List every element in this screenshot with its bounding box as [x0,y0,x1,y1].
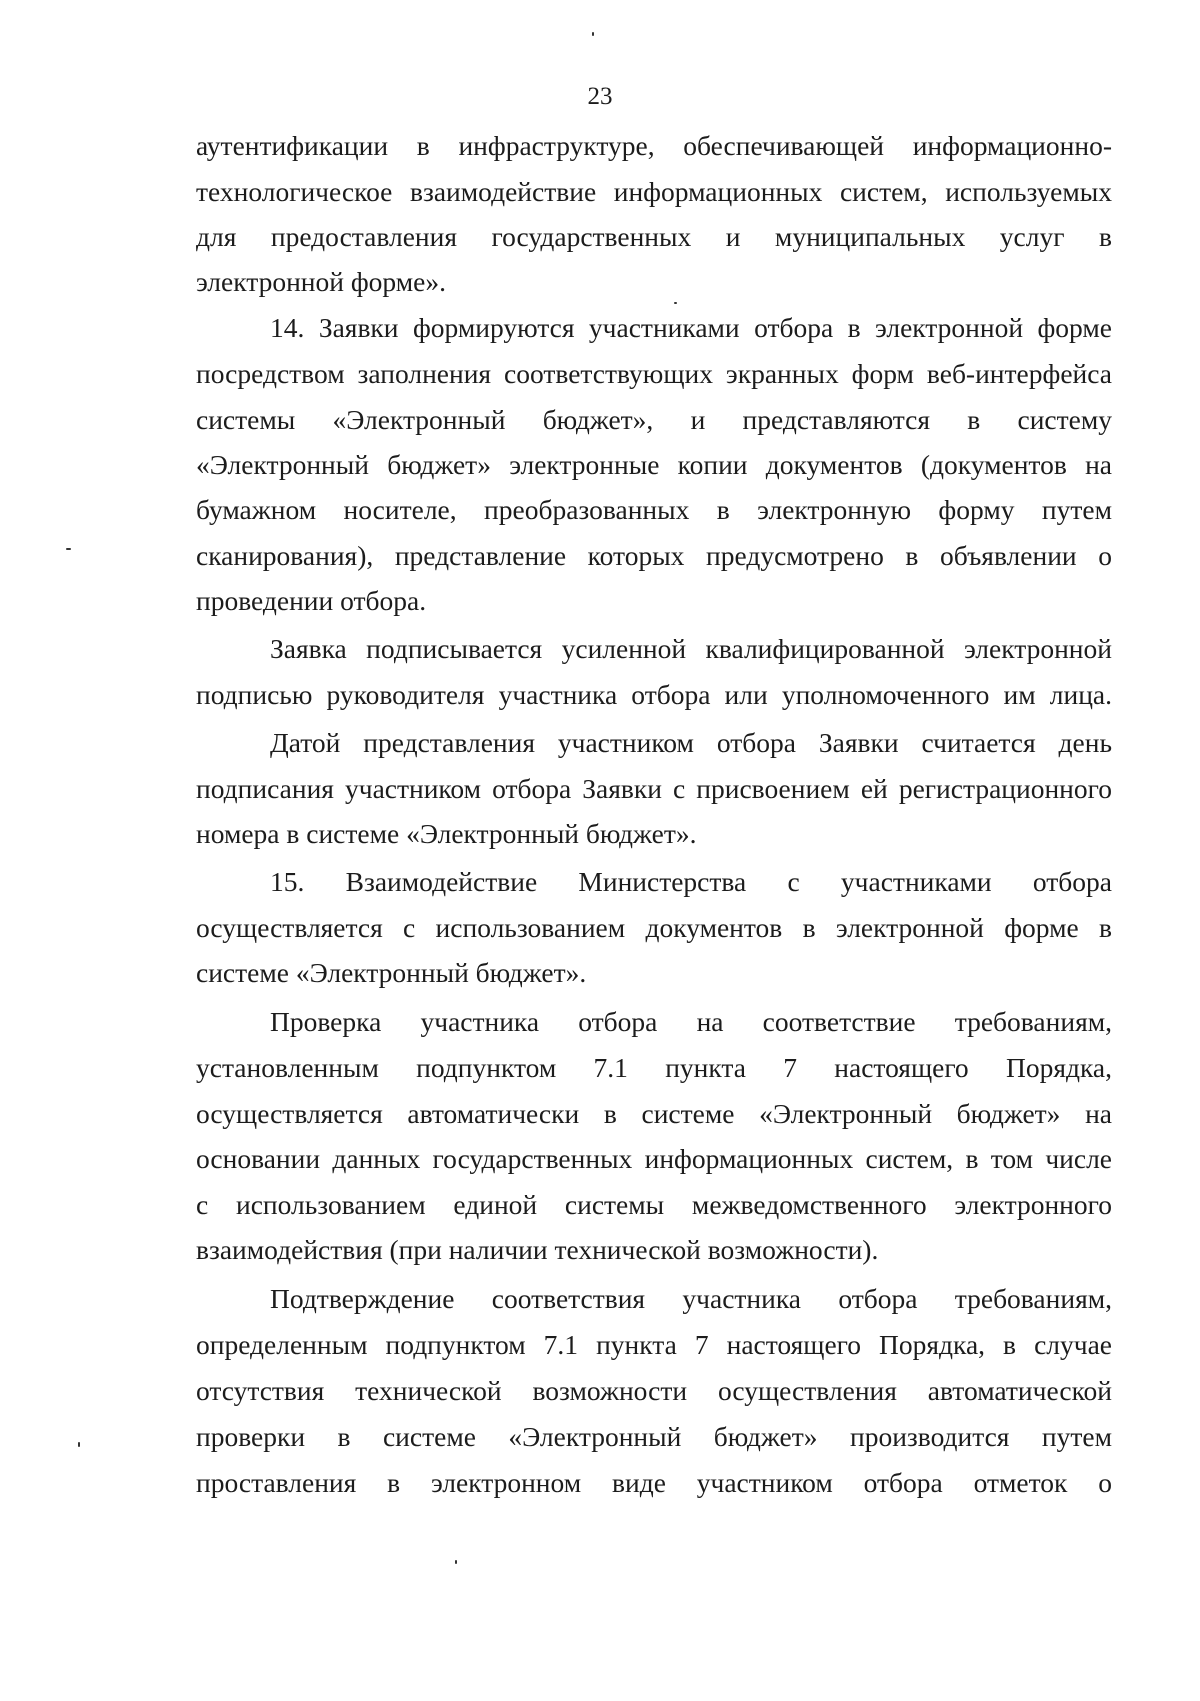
text-line: системе «Электронный бюджет». [196,957,587,988]
text-line: осуществляется с использованием документов в электронной форме в [196,912,1112,943]
text-line: 14. Заявки формируются участниками отбора в электронной форме [270,312,1112,343]
scan-speck [78,1442,80,1447]
text-line: системы «Электронный бюджет», и представляются в систему [196,404,1112,435]
text-line: электронной форме». [196,266,446,297]
text-line: отсутствия технической возможности осуществления автоматической [196,1375,1112,1406]
text-line: подписания участником отбора Заявки с присвоением ей регистрационного [196,773,1112,804]
text-line: «Электронный бюджет» электронные копии документов (документов на [196,449,1112,480]
text-line: определенным подпунктом 7.1 пункта 7 настоящего Порядка, в случае [196,1329,1112,1360]
text-line: подписью руководителя участника отбора или уполномоченного им лица. [196,679,1112,710]
text-line: Датой представления участником отбора Заявки считается день [270,727,1112,758]
text-line: номера в системе «Электронный бюджет». [196,818,697,849]
text-line: проведении отбора. [196,585,427,616]
text-line: 15. Взаимодействие Министерства с участниками отбора [270,866,1112,897]
text-line: проставления в электронном виде участником отбора отметок о [196,1467,1112,1498]
text-line: бумажном носителе, преобразованных в электронную форму путем [196,494,1112,525]
page-number: 23 [587,83,613,110]
text-line: для предоставления государственных и муниципальных услуг в [196,221,1112,252]
text-line: технологическое взаимодействие информационных систем, используемых [196,176,1112,207]
text-line: Заявка подписывается усиленной квалифицированной электронной [270,633,1112,664]
text-line: Проверка участника отбора на соответствие требованиям, [270,1006,1112,1037]
scan-speck [66,548,71,550]
text-line: аутентификации в инфраструктуре, обеспечивающей информационно- [196,130,1112,161]
scan-speck [674,302,677,304]
text-line: с использованием единой системы межведомственного электронного [196,1189,1112,1220]
text-line: проверки в системе «Электронный бюджет» производится путем [196,1421,1112,1452]
scan-speck [592,32,594,36]
text-line: основании данных государственных информационных систем, в том числе [196,1143,1112,1174]
scan-speck [455,1560,457,1564]
text-line: посредством заполнения соответствующих экранных форм веб-интерфейса [196,358,1112,389]
text-line: Подтверждение соответствия участника отбора требованиям, [270,1283,1112,1314]
text-line: взаимодействия (при наличии технической возможности). [196,1234,879,1265]
text-line: установленным подпунктом 7.1 пункта 7 настоящего Порядка, [196,1052,1112,1083]
text-line: осуществляется автоматически в системе «Электронный бюджет» на [196,1098,1112,1129]
text-line: сканирования), представление которых предусмотрено в объявлении о [196,540,1112,571]
